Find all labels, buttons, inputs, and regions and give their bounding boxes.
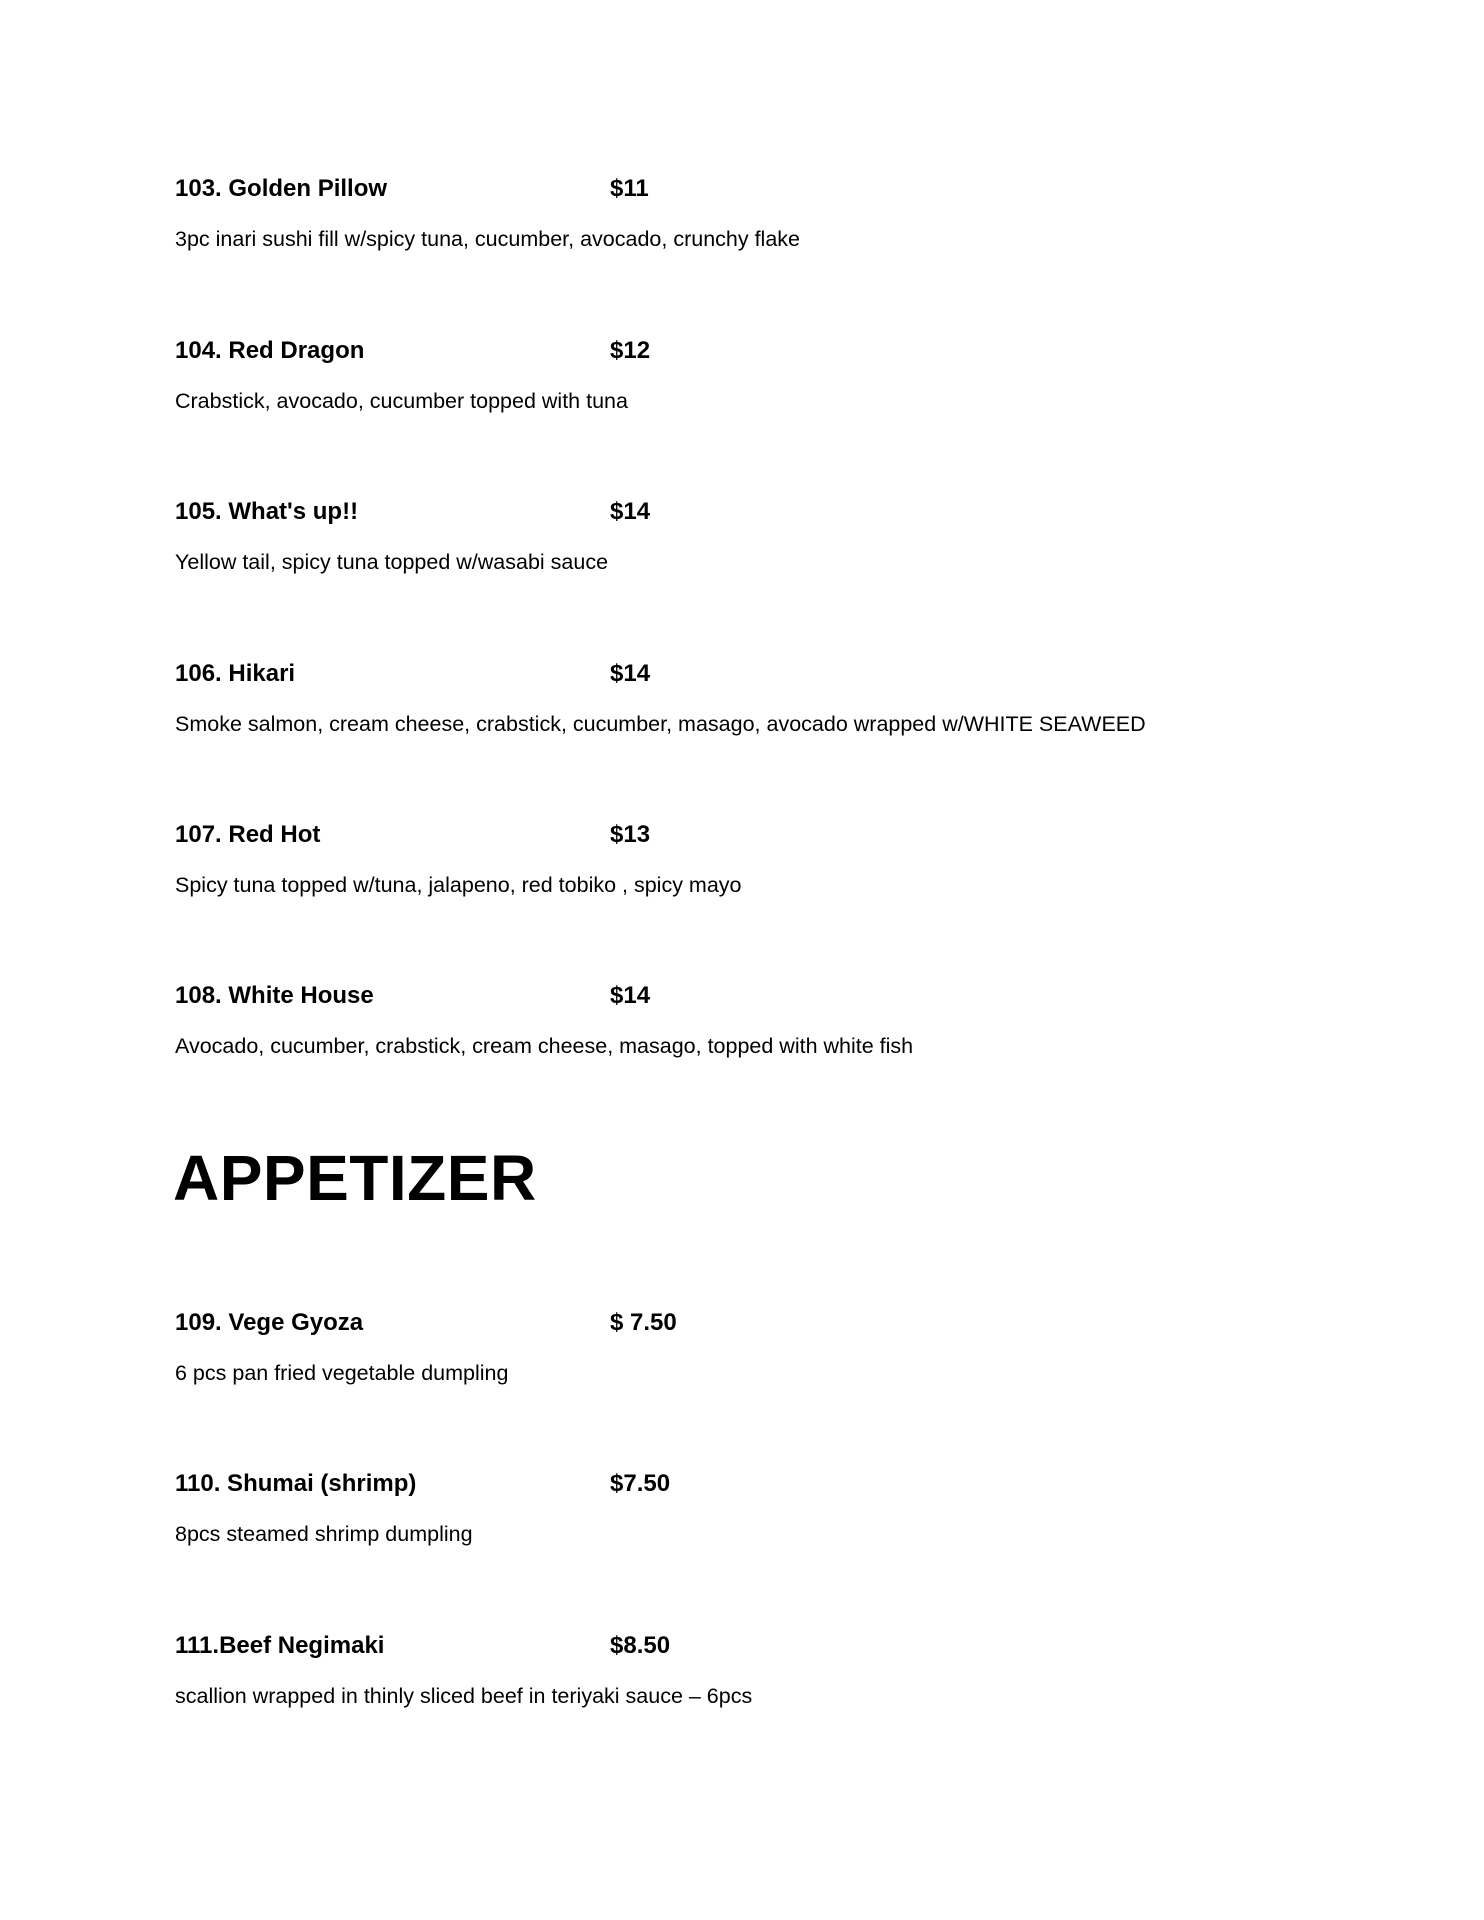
menu-item-red-dragon [175, 334, 1375, 413]
menu-item-description: scallion wrapped in thinly sliced beef in teriyaki sauce – 6pcs [175, 1684, 753, 1708]
menu-item-description: Crabstick, avocado, cucumber topped with tuna [175, 389, 628, 413]
menu-item-golden-pillow [175, 172, 1375, 251]
menu-item-name: 111.Beef Negimaki [175, 1632, 385, 1659]
menu-item-description: Spicy tuna topped w/tuna, jalapeno, red tobiko , spicy mayo [175, 873, 742, 897]
menu-item-description: Yellow tail, spicy tuna topped w/wasabi sauce [175, 550, 609, 574]
menu-item-whats-up [175, 495, 1375, 574]
menu-item-name: 104. Red Dragon [175, 337, 365, 364]
menu-item-description: 8pcs steamed shrimp dumpling [175, 1522, 473, 1546]
menu-item-header [175, 818, 1375, 852]
menu-item-price: $8.50 [610, 1632, 671, 1659]
menu-item-header [175, 657, 1375, 691]
menu-item-hikari [175, 657, 1375, 736]
menu-item-description: 6 pcs pan fried vegetable dumpling [175, 1361, 509, 1385]
section-title-appetizer: APPETIZER [173, 1142, 537, 1214]
menu-item-price: $13 [610, 821, 651, 848]
menu-item-price: $12 [610, 337, 651, 364]
menu-item-price: $14 [610, 982, 651, 1009]
menu-item-name: 103. Golden Pillow [175, 175, 388, 202]
menu-item-shumai [175, 1467, 1375, 1546]
menu-item-header [175, 1629, 1375, 1663]
menu-item-header [175, 495, 1375, 529]
menu-item-name: 109. Vege Gyoza [175, 1309, 364, 1336]
menu-item-name: 105. What's up!! [175, 498, 359, 525]
menu-item-header [175, 979, 1375, 1013]
menu-item-name: 108. White House [175, 982, 374, 1009]
menu-item-price: $ 7.50 [610, 1309, 677, 1336]
menu-item-price: $7.50 [610, 1470, 671, 1497]
menu-item-header [175, 334, 1375, 368]
menu-item-description: Smoke salmon, cream cheese, crabstick, cucumber, masago, avocado wrapped w/WHITE SEAWEED [175, 712, 1146, 736]
menu-item-price: $11 [610, 175, 649, 202]
menu-item-vege-gyoza [175, 1306, 1375, 1385]
menu-item-name: 106. Hikari [175, 660, 296, 687]
menu-item-header [175, 172, 1375, 206]
menu-item-header [175, 1467, 1375, 1501]
menu-item-name: 110. Shumai (shrimp) [175, 1470, 417, 1497]
menu-item-name: 107. Red Hot [175, 821, 321, 848]
menu-item-beef-negimaki [175, 1629, 1375, 1708]
menu-item-price: $14 [610, 498, 651, 525]
menu-item-header [175, 1306, 1375, 1340]
menu-item-price: $14 [610, 660, 651, 687]
menu-item-white-house [175, 979, 1375, 1058]
menu-item-description: 3pc inari sushi fill w/spicy tuna, cucumber, avocado, crunchy flake [175, 227, 800, 251]
menu-item-description: Avocado, cucumber, crabstick, cream cheese, masago, topped with white fish [175, 1034, 914, 1058]
menu-item-red-hot [175, 818, 1375, 897]
